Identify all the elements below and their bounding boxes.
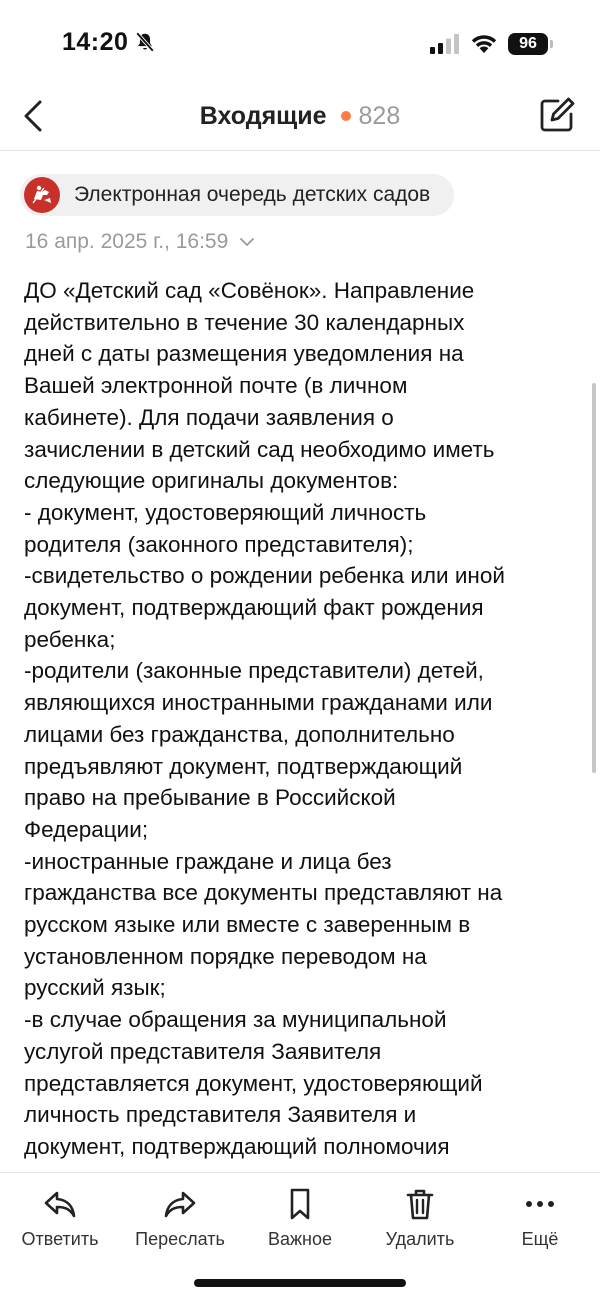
body-line: -иностранные граждане и лица без xyxy=(24,848,392,874)
more-button[interactable] xyxy=(480,1187,600,1250)
home-indicator[interactable] xyxy=(194,1279,406,1287)
body-line: право на пребывание в Российской xyxy=(24,785,396,811)
message-date-text: 16 апр. 2025 г., 16:59 xyxy=(25,230,229,253)
body-line: гражданства все документы представляют на xyxy=(24,880,503,906)
unread-count: 828 xyxy=(358,102,401,130)
body-line: следующие оригиналы документов: xyxy=(24,468,399,494)
status-time: 14:20 xyxy=(62,28,129,56)
body-line: - документ, удостоверяющий личность xyxy=(24,499,427,525)
forward-button[interactable] xyxy=(120,1187,240,1250)
trash-icon xyxy=(403,1187,437,1221)
delete-label: Удалить xyxy=(385,1229,455,1249)
body-line: родителя (законного представителя); xyxy=(24,531,414,557)
chevron-down-icon xyxy=(240,237,254,247)
sender-name: Электронная очередь детских садов xyxy=(74,183,431,206)
nav-bar xyxy=(0,84,600,151)
body-line: русском языке или вместе с заверенным в xyxy=(24,912,471,938)
moscow-emblem-icon xyxy=(30,183,54,207)
important-button[interactable] xyxy=(240,1187,360,1250)
body-line: предъявляют документ, подтверждающий xyxy=(24,753,463,779)
reply-label: Ответить xyxy=(21,1229,99,1249)
battery-tip xyxy=(550,40,553,48)
message-date[interactable] xyxy=(25,230,254,254)
signal-icon xyxy=(430,34,462,54)
more-dots-icon xyxy=(523,1187,557,1221)
body-line: дней с даты размещения уведомления на xyxy=(24,341,464,367)
reply-icon xyxy=(43,1187,77,1221)
important-label: Важное xyxy=(267,1229,333,1249)
body-line: Федерации; xyxy=(24,816,149,842)
body-line: ребенка; xyxy=(24,626,116,652)
body-line: действительно в течение 30 календарных xyxy=(24,309,465,335)
body-line: ДО «Детский сад «Совёнок». Направление xyxy=(24,278,475,303)
battery-indicator: 96 xyxy=(508,33,548,55)
body-line: -родители (законные представители) детей, xyxy=(24,658,484,684)
body-line: -свидетельство о рождении ребенка или иной xyxy=(24,563,505,589)
status-bar xyxy=(0,0,600,84)
sender-chip[interactable] xyxy=(20,174,454,216)
wifi-icon xyxy=(470,32,498,54)
compose-icon[interactable] xyxy=(538,96,576,134)
body-line: Вашей электронной почте (в личном xyxy=(24,373,408,399)
body-line: документ, подтверждающий полномочия xyxy=(24,1133,450,1159)
folder-name: Входящие xyxy=(199,102,327,130)
body-line: документ, подтверждающий факт рождения xyxy=(24,595,484,621)
forward-label: Переслать xyxy=(135,1229,225,1249)
body-line: кабинете). Для подачи заявления о xyxy=(24,404,394,430)
more-label: Ещё xyxy=(521,1229,559,1249)
forward-icon xyxy=(163,1187,197,1221)
bell-off-icon xyxy=(134,31,156,53)
delete-button[interactable] xyxy=(360,1187,480,1250)
bookmark-icon xyxy=(283,1187,317,1221)
body-line: зачислении в детский сад необходимо иметь xyxy=(24,436,495,462)
scrollbar[interactable] xyxy=(592,383,596,773)
sender-avatar xyxy=(24,177,60,213)
body-line: лицами без гражданства, дополнительно xyxy=(24,721,455,747)
body-line: представляется документ, удостоверяющий xyxy=(24,1070,483,1096)
body-line: являющихся иностранными гражданами или xyxy=(24,690,493,716)
folder-title xyxy=(0,102,600,131)
body-line: услугой представителя Заявителя xyxy=(24,1038,382,1064)
unread-dot xyxy=(341,111,351,121)
body-line: -в случае обращения за муниципальной xyxy=(24,1007,447,1033)
reply-button[interactable] xyxy=(0,1187,120,1250)
body-line: русский язык; xyxy=(24,975,166,1001)
body-line: установленном порядке переводом на xyxy=(24,943,427,969)
message-body xyxy=(24,275,570,1170)
body-line: личность представителя Заявителя и xyxy=(24,1102,417,1128)
